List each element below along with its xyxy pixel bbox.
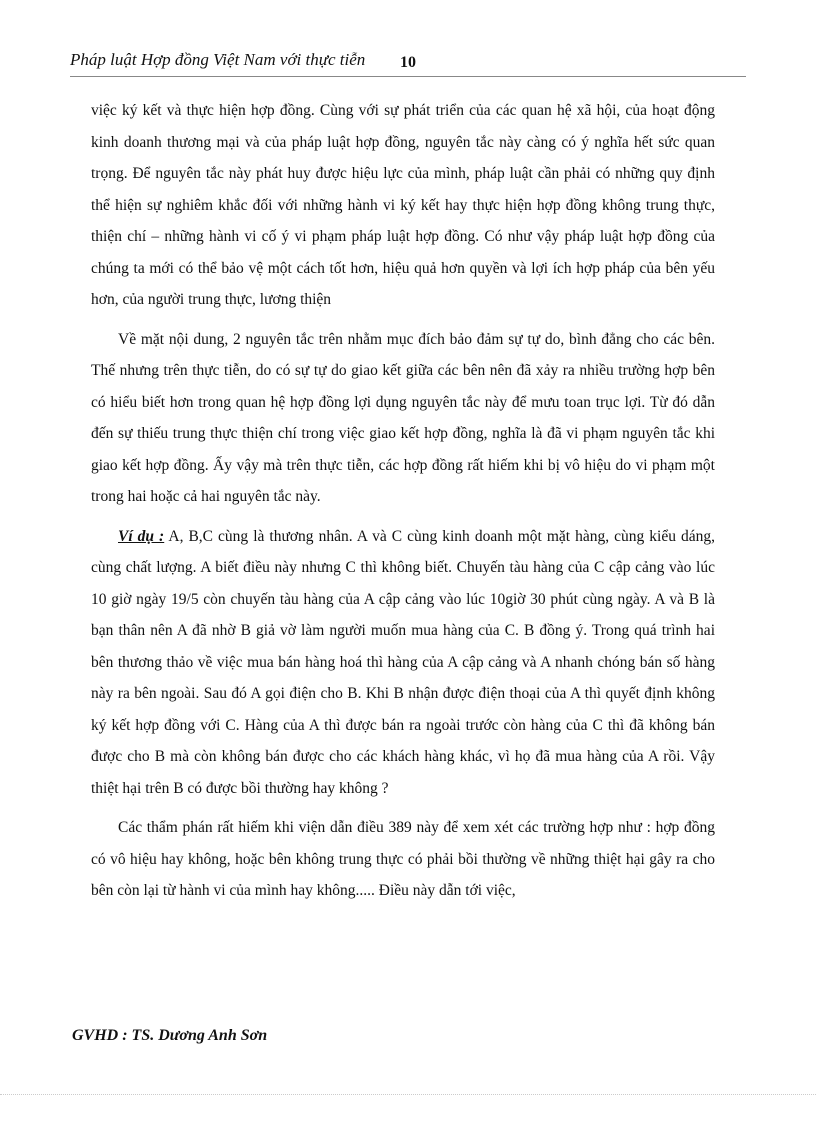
- page-header: [70, 50, 770, 72]
- paragraph-continuation: việc ký kết và thực hiện hợp đồng. Cùng với sự phát triển của các quan hệ xã hội, của hoạt động kinh doanh thương mại và của pháp luật hợp đồng, nguyên tắc này càng có ý nghĩa hết sức quan trọng. Để nguyên tắc này phát huy được hiệu lực của mình, pháp luật cần phải có những quy định thể hiện sự nghiêm khắc đối với những hành vi ký kết hay thực hiện hợp đồng không trung thực, thiện chí – những hành vi cố ý vi phạm pháp luật hợp đồng. Có như vậy pháp luật hợp đồng của chúng ta mới có thể bảo vệ một cách tốt hơn, hiệu quả hơn quyền và lợi ích hợp pháp của bên yếu hơn, của người trung thực, lương thiện: [91, 102, 715, 308]
- page-number: 10: [400, 54, 416, 71]
- header-divider: [70, 76, 746, 77]
- footer-divider: [0, 1094, 816, 1095]
- paragraph-content-principles: Về mặt nội dung, 2 nguyên tắc trên nhằm mục đích bảo đảm sự tự do, bình đẳng cho các bên. Thế nhưng trên thực tiễn, do có sự tự do giao kết giữa các bên nên đã xảy ra nhiều trường hợp bên có hiểu biết hơn trong quan hệ hợp đồng lợi dụng nguyên tắc này để mưu toan trục lợi. Từ đó dẫn đến sự thiếu trung thực thiện chí trong việc giao kết hợp đồng, nghĩa là đã vi phạm nguyên tắc khi giao kết hợp đồng. Ấy vậy mà trên thực tiễn, các hợp đồng rất hiếm khi bị vô hiệu do vi phạm một trong hai hoặc cả hai nguyên tắc này.: [91, 330, 715, 505]
- page-footer: GVHD : TS. Dương Anh Sơn: [72, 1027, 268, 1044]
- paragraph-example: [91, 521, 715, 805]
- document-body: [91, 95, 715, 915]
- example-label: Ví dụ :: [118, 527, 165, 545]
- paragraph-judges: Các thẩm phán rất hiếm khi viện dẫn điều 389 này để xem xét các trường hợp như : hợp đồng có vô hiệu hay không, hoặc bên không trung thực có phải bồi thường về những thiệt hại gây ra cho bên còn lại từ hành vi của mình hay không..... Điều này dẫn tới việc,: [91, 819, 715, 899]
- header-title: Pháp luật Hợp đồng Việt Nam với thực tiễn: [70, 50, 366, 69]
- example-text: A, B,C cùng là thương nhân. A và C cùng kinh doanh một mặt hàng, cùng kiểu dáng, cùng chất lượng. A biết điều này nhưng C thì không biết. Chuyến tàu hàng của C cập cảng vào lúc 10 giờ ngày 19/5 còn chuyến tàu hàng của A cập cảng vào lúc 10giờ 30 phút cùng ngày. A và B là bạn thân nên A đã nhờ B giả vờ làm người muốn mua hàng của C. B đồng ý. Trong quá trình hai bên thương thảo về việc mua bán hàng hoá thì hàng của A cập cảng và A nhanh chóng bán số hàng này ra bên ngoài. Sau đó A gọi điện cho B. Khi B nhận được điện thoại của A thì quyết định không ký kết hợp đồng với C. Hàng của A thì được bán ra ngoài trước còn hàng của C thì đã không bán được cho B mà còn không bán được cho các khách hàng khác, vì họ đã mua hàng của A rồi. Vậy thiệt hại trên B có được bồi thường hay không ?: [91, 527, 715, 797]
